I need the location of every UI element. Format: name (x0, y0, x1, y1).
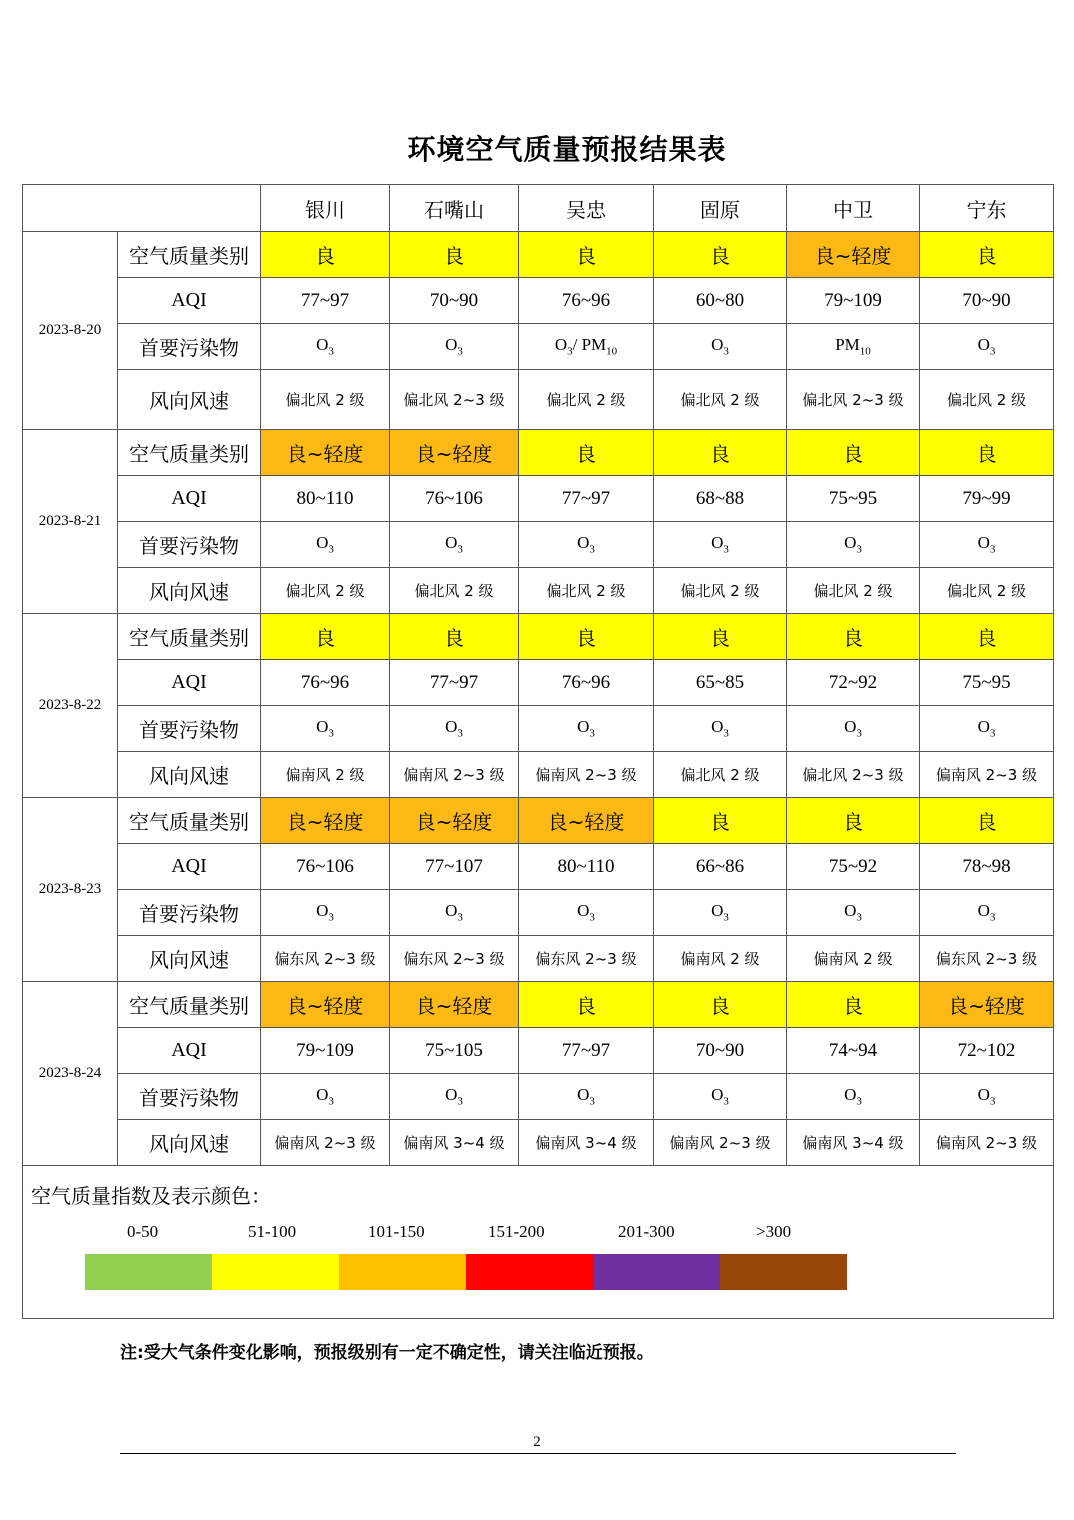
row-label-category: 空气质量类别 (118, 232, 261, 278)
wind-row (23, 568, 1054, 614)
row-label-category: 空气质量类别 (118, 430, 261, 476)
pollutant-subscript: 3 (989, 727, 996, 740)
aqi-cell: 75~95 (787, 476, 920, 522)
pollutant-subscript: 3 (589, 911, 595, 924)
pollutant-subscript: 3 (856, 1095, 862, 1108)
category-cell: 良~轻度 (920, 982, 1054, 1028)
pollutant-name: O (445, 901, 458, 921)
wind-cell: 偏北风 2 级 (519, 370, 654, 430)
aqi-cell: 80~110 (519, 844, 654, 890)
pollutant-name: O (977, 1085, 990, 1105)
legend-range-label: 0-50 (127, 1222, 159, 1241)
legend-range-label: 101-150 (368, 1222, 425, 1241)
wind-cell: 偏北风 2 级 (390, 568, 519, 614)
legend-range-label: 201-300 (618, 1222, 675, 1241)
aqi-cell: 74~94 (787, 1028, 920, 1074)
wind-cell: 偏东风 2~3 级 (261, 936, 390, 982)
wind-cell: 偏北风 2 级 (920, 568, 1054, 614)
aqi-cell: 70~90 (920, 278, 1054, 324)
pollutant-cell (920, 522, 1054, 568)
row-label-wind: 风向风速 (118, 752, 261, 798)
forecast-date: 2023-8-20 (23, 232, 118, 430)
category-cell: 良 (920, 232, 1054, 278)
category-cell: 良 (920, 798, 1054, 844)
pollutant-name: O (711, 1085, 724, 1105)
aqi-cell: 76~96 (519, 278, 654, 324)
category-row (23, 232, 1054, 278)
category-cell: 良 (390, 614, 519, 660)
city-header: 吴忠 (519, 185, 654, 232)
category-cell: 良 (654, 982, 787, 1028)
pollutant-subscript: 3 (457, 345, 463, 358)
wind-row (23, 936, 1054, 982)
legend-swatch (466, 1254, 593, 1290)
pollutant-name: O (711, 901, 724, 921)
category-cell: 良~轻度 (261, 798, 390, 844)
category-cell: 良 (920, 430, 1054, 476)
pollutant-cell (519, 706, 654, 752)
pollutant-subscript: 3 (989, 345, 996, 358)
category-cell: 良~轻度 (261, 982, 390, 1028)
pollutant-name: O (711, 717, 724, 737)
aqi-cell: 75~105 (390, 1028, 519, 1074)
pollutant-subscript: 3 (723, 543, 729, 556)
pollutant-subscript: 3 (567, 345, 573, 358)
row-label-pollutant: 首要污染物 (118, 706, 261, 752)
pollutant-name: O (977, 533, 990, 553)
forecast-table (22, 184, 1054, 1319)
category-cell: 良 (654, 798, 787, 844)
aqi-cell: 65~85 (654, 660, 787, 706)
pollutant-name: O (844, 901, 857, 921)
wind-cell: 偏北风 2 级 (519, 568, 654, 614)
pollutant-subscript: 3 (589, 1095, 595, 1108)
category-cell: 良 (519, 614, 654, 660)
row-label-aqi: AQI (118, 844, 261, 890)
pollutant-row (23, 324, 1054, 370)
pollutant-cell (787, 890, 920, 936)
pollutant-name: O (844, 1085, 857, 1105)
wind-cell: 偏北风 2~3 级 (787, 752, 920, 798)
pollutant-subscript: 3 (328, 543, 334, 556)
pollutant-cell (654, 522, 787, 568)
aqi-row (23, 660, 1054, 706)
pollutant-name: O (445, 1085, 458, 1105)
legend-swatch (339, 1254, 466, 1290)
pollutant-subscript: 3 (856, 727, 862, 740)
pollutant-subscript: 3 (856, 911, 862, 924)
wind-row (23, 370, 1054, 430)
corner-cell (23, 185, 261, 232)
pollutant-cell (654, 890, 787, 936)
pollutant-subscript: 10 (859, 345, 871, 358)
wind-cell: 偏东风 2~3 级 (920, 936, 1054, 982)
row-label-pollutant: 首要污染物 (118, 1074, 261, 1120)
wind-cell: 偏北风 2~3 级 (787, 370, 920, 430)
pollutant-name: O (977, 901, 990, 921)
pollutant-name: O (844, 533, 857, 553)
pollutant-cell (390, 522, 519, 568)
pollutant-cell (261, 324, 390, 370)
aqi-cell: 79~109 (261, 1028, 390, 1074)
pollutant-subscript: 3 (328, 345, 334, 358)
aqi-cell: 60~80 (654, 278, 787, 324)
category-cell: 良~轻度 (390, 798, 519, 844)
category-row (23, 614, 1054, 660)
row-label-category: 空气质量类别 (118, 798, 261, 844)
pollutant-subscript: 3 (589, 543, 595, 556)
page-number: 2 (533, 1434, 541, 1450)
wind-cell: 偏南风 2~3 级 (261, 1120, 390, 1166)
aqi-cell: 68~88 (654, 476, 787, 522)
wind-row (23, 1120, 1054, 1166)
aqi-cell: 75~92 (787, 844, 920, 890)
wind-cell: 偏东风 2~3 级 (519, 936, 654, 982)
legend-swatch (593, 1254, 720, 1290)
pollutant-cell (920, 1074, 1054, 1120)
pollutant-row (23, 890, 1054, 936)
pollutant-subscript: 3 (723, 345, 729, 358)
legend-cell (23, 1166, 1054, 1319)
pollutant-name: O (711, 335, 724, 355)
pollutant-subscript: 3 (989, 543, 996, 556)
aqi-cell: 77~97 (519, 476, 654, 522)
pollutant-name: O (577, 533, 590, 553)
page-title: 环境空气质量预报结果表 (407, 133, 727, 166)
pollutant-name: O (316, 533, 329, 553)
pollutant-cell (654, 324, 787, 370)
pollutant-name: O (316, 335, 329, 355)
category-cell: 良 (654, 430, 787, 476)
aqi-cell: 76~106 (261, 844, 390, 890)
pollutant-name: O (554, 335, 568, 355)
row-label-pollutant: 首要污染物 (118, 522, 261, 568)
category-cell: 良~轻度 (261, 430, 390, 476)
category-cell: 良~轻度 (787, 232, 920, 278)
wind-cell: 偏南风 2~3 级 (920, 752, 1054, 798)
row-label-wind: 风向风速 (118, 568, 261, 614)
wind-cell: 偏北风 2 级 (261, 370, 390, 430)
category-row (23, 798, 1054, 844)
category-cell: 良 (920, 614, 1054, 660)
aqi-row (23, 1028, 1054, 1074)
pollutant-cell (519, 324, 654, 370)
wind-cell: 偏南风 2 级 (261, 752, 390, 798)
category-cell: 良 (261, 614, 390, 660)
category-cell: 良 (787, 430, 920, 476)
pollutant-cell (920, 324, 1054, 370)
city-header: 银川 (261, 185, 390, 232)
wind-cell: 偏南风 2~3 级 (390, 752, 519, 798)
category-cell: 良 (654, 232, 787, 278)
pollutant-cell (261, 890, 390, 936)
pollutant-name: O (316, 901, 329, 921)
forecast-date: 2023-8-23 (23, 798, 118, 982)
row-label-pollutant: 首要污染物 (118, 890, 261, 936)
pollutant-cell (390, 890, 519, 936)
aqi-cell: 77~97 (519, 1028, 654, 1074)
wind-cell: 偏北风 2~3 级 (390, 370, 519, 430)
aqi-cell: 76~106 (390, 476, 519, 522)
pollutant-subscript: 3 (328, 911, 334, 924)
wind-cell: 偏南风 3~4 级 (519, 1120, 654, 1166)
pollutant-subscript: 3 (856, 543, 862, 556)
pollutant-subscript: 3 (328, 727, 334, 740)
pollutant-name: O (445, 335, 458, 355)
legend-swatch (85, 1254, 212, 1290)
pollutant-subscript: 3 (989, 911, 996, 924)
row-label-aqi: AQI (118, 660, 261, 706)
wind-cell: 偏南风 2 级 (787, 936, 920, 982)
wind-cell: 偏南风 2~3 级 (519, 752, 654, 798)
wind-cell: 偏北风 2 级 (261, 568, 390, 614)
pollutant-row (23, 522, 1054, 568)
city-header: 固原 (654, 185, 787, 232)
aqi-row (23, 476, 1054, 522)
category-row (23, 982, 1054, 1028)
legend-swatch (720, 1254, 847, 1290)
wind-cell: 偏南风 2 级 (654, 936, 787, 982)
category-cell: 良 (519, 232, 654, 278)
aqi-cell: 78~98 (920, 844, 1054, 890)
aqi-cell: 76~96 (519, 660, 654, 706)
pollutant-cell (920, 706, 1054, 752)
row-label-wind: 风向风速 (118, 1120, 261, 1166)
pollutant-subscript: 3 (457, 727, 463, 740)
aqi-cell: 79~109 (787, 278, 920, 324)
pollutant-name: O (977, 717, 990, 737)
pollutant-subscript: 3 (723, 911, 729, 924)
wind-cell: 偏东风 2~3 级 (390, 936, 519, 982)
header-row (23, 185, 1054, 232)
wind-cell: 偏北风 2 级 (654, 752, 787, 798)
pollutant-name: / PM (572, 335, 607, 355)
legend-color-bar (85, 1254, 847, 1290)
row-label-category: 空气质量类别 (118, 614, 261, 660)
aqi-legend (23, 1166, 1052, 1318)
pollutant-subscript: 3 (723, 727, 729, 740)
pollutant-name: O (711, 533, 724, 553)
row-label-category: 空气质量类别 (118, 982, 261, 1028)
legend-range-label: 51-100 (248, 1222, 297, 1241)
pollutant-cell (787, 324, 920, 370)
aqi-cell: 75~95 (920, 660, 1054, 706)
pollutant-cell (261, 522, 390, 568)
pollutant-name: O (445, 533, 458, 553)
row-label-pollutant: 首要污染物 (118, 324, 261, 370)
pollutant-subscript: 10 (606, 345, 618, 358)
pollutant-name: O (577, 901, 590, 921)
wind-cell: 偏北风 2 级 (787, 568, 920, 614)
category-cell: 良~轻度 (519, 798, 654, 844)
pollutant-name: O (316, 717, 329, 737)
legend-swatch (212, 1254, 339, 1290)
pollutant-name: PM (835, 335, 860, 355)
pollutant-cell (920, 890, 1054, 936)
row-label-aqi: AQI (118, 1028, 261, 1074)
category-cell: 良 (787, 614, 920, 660)
pollutant-cell (787, 1074, 920, 1120)
pollutant-subscript: 3 (457, 543, 463, 556)
pollutant-row (23, 706, 1054, 752)
pollutant-cell (519, 522, 654, 568)
aqi-cell: 76~96 (261, 660, 390, 706)
pollutant-cell (390, 1074, 519, 1120)
wind-cell: 偏南风 2~3 级 (920, 1120, 1054, 1166)
pollutant-name: O (844, 717, 857, 737)
category-cell: 良~轻度 (390, 430, 519, 476)
category-cell: 良 (519, 982, 654, 1028)
wind-cell: 偏北风 2 级 (654, 568, 787, 614)
wind-cell: 偏南风 3~4 级 (787, 1120, 920, 1166)
wind-row (23, 752, 1054, 798)
wind-cell: 偏北风 2 级 (654, 370, 787, 430)
pollutant-subscript: 3 (457, 911, 463, 924)
pollutant-row (23, 1074, 1054, 1120)
pollutant-subscript: 3 (328, 1095, 334, 1108)
footer-rule (120, 1453, 956, 1454)
pollutant-subscript: 3 (589, 727, 595, 740)
row-label-aqi: AQI (118, 278, 261, 324)
legend-range-label: >300 (756, 1222, 792, 1241)
pollutant-name: O (445, 717, 458, 737)
category-cell: 良 (519, 430, 654, 476)
city-header: 石嘴山 (390, 185, 519, 232)
aqi-cell: 77~97 (390, 660, 519, 706)
forecast-date: 2023-8-21 (23, 430, 118, 614)
forecast-date: 2023-8-22 (23, 614, 118, 798)
category-cell: 良 (787, 982, 920, 1028)
row-label-wind: 风向风速 (118, 936, 261, 982)
city-header: 中卫 (787, 185, 920, 232)
footnote: 注:受大气条件变化影响，预报级别有一定不确定性，请关注临近预报。 (120, 1343, 654, 1363)
pollutant-name: O (577, 1085, 590, 1105)
pollutant-cell (787, 706, 920, 752)
aqi-cell: 80~110 (261, 476, 390, 522)
row-label-wind: 风向风速 (118, 370, 261, 430)
wind-cell: 偏南风 2~3 级 (654, 1120, 787, 1166)
category-cell: 良~轻度 (390, 982, 519, 1028)
aqi-cell: 77~97 (261, 278, 390, 324)
pollutant-cell (390, 706, 519, 752)
pollutant-cell (654, 1074, 787, 1120)
pollutant-name: O (577, 717, 590, 737)
wind-cell: 偏北风 2 级 (920, 370, 1054, 430)
pollutant-cell (519, 1074, 654, 1120)
pollutant-name: O (977, 335, 990, 355)
aqi-cell: 77~107 (390, 844, 519, 890)
category-cell: 良 (654, 614, 787, 660)
category-cell: 良 (787, 798, 920, 844)
pollutant-cell (261, 1074, 390, 1120)
legend-title: 空气质量指数及表示颜色： (31, 1184, 271, 1208)
forecast-date: 2023-8-24 (23, 982, 118, 1166)
legend-range-label: 151-200 (488, 1222, 545, 1241)
pollutant-cell (390, 324, 519, 370)
aqi-cell: 72~92 (787, 660, 920, 706)
aqi-cell: 66~86 (654, 844, 787, 890)
city-header: 宁东 (920, 185, 1054, 232)
aqi-cell: 79~99 (920, 476, 1054, 522)
pollutant-subscript: 3 (457, 1095, 463, 1108)
wind-cell: 偏南风 3~4 级 (390, 1120, 519, 1166)
category-cell: 良 (261, 232, 390, 278)
pollutant-cell (654, 706, 787, 752)
aqi-cell: 72~102 (920, 1028, 1054, 1074)
aqi-cell: 70~90 (390, 278, 519, 324)
category-cell: 良 (390, 232, 519, 278)
row-label-aqi: AQI (118, 476, 261, 522)
pollutant-cell (519, 890, 654, 936)
pollutant-subscript: 3 (723, 1095, 729, 1108)
pollutant-cell (261, 706, 390, 752)
aqi-row (23, 278, 1054, 324)
pollutant-cell (787, 522, 920, 568)
aqi-cell: 70~90 (654, 1028, 787, 1074)
category-row (23, 430, 1054, 476)
pollutant-subscript: 3 (989, 1095, 996, 1108)
aqi-row (23, 844, 1054, 890)
pollutant-name: O (316, 1085, 329, 1105)
